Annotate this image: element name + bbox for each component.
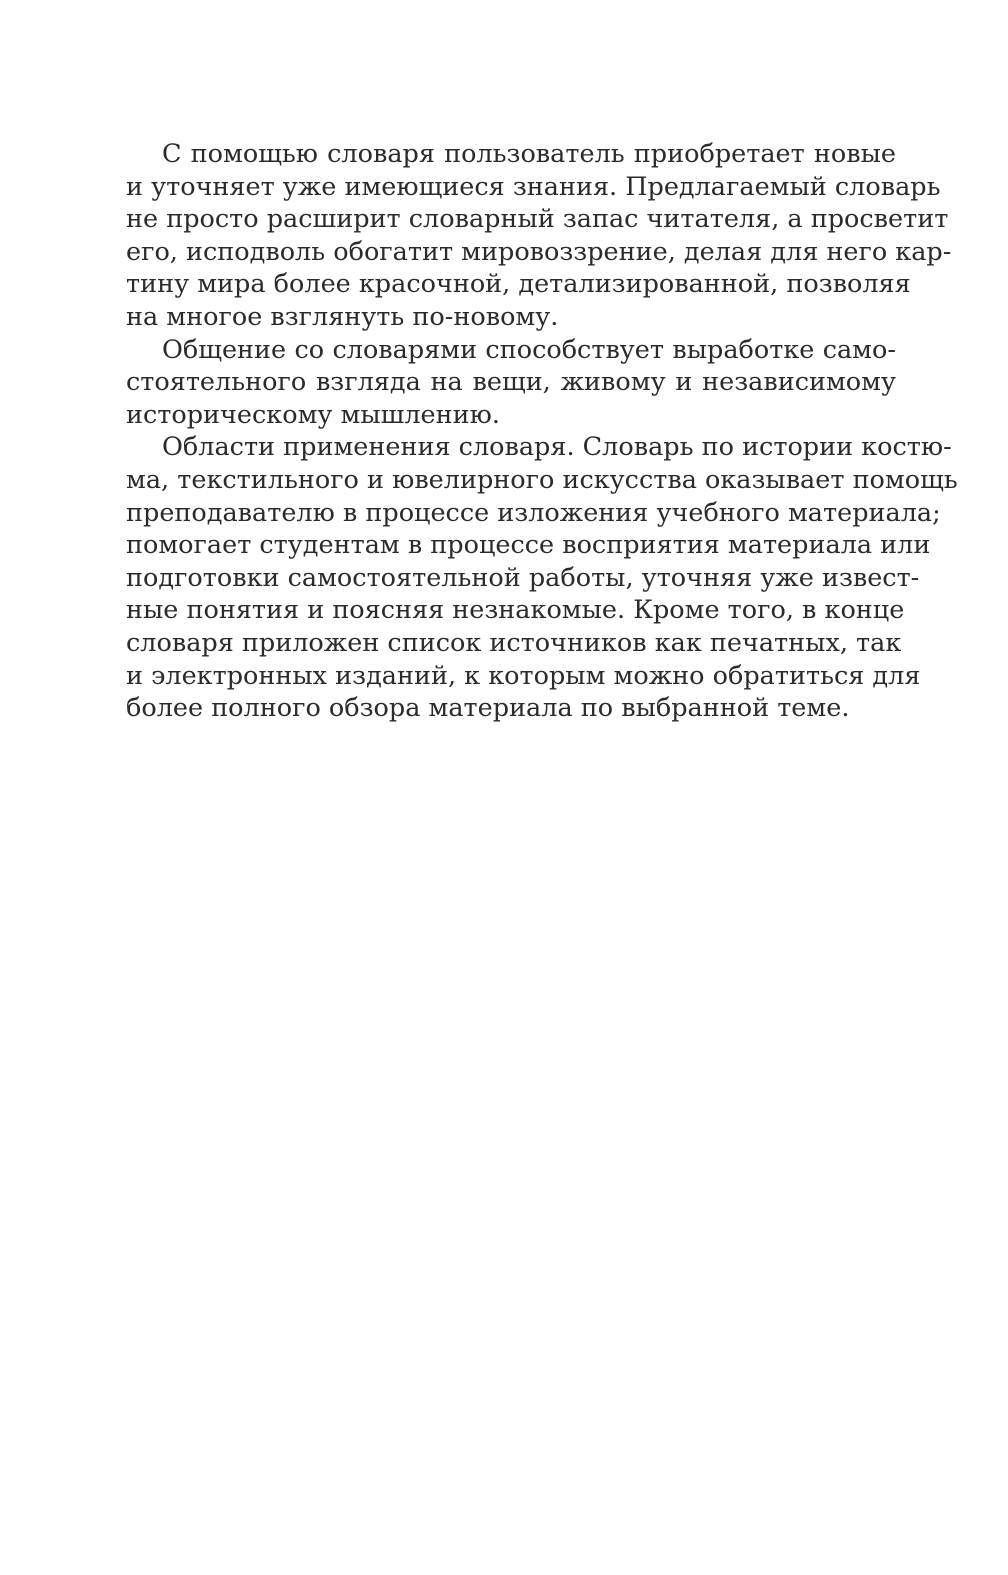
text-line: и электронных изданий, к которым можно обратиться для (126, 660, 921, 691)
text-line: ные понятия и поясняя незнакомые. Кроме того, в конце (126, 595, 905, 626)
body-text (126, 138, 958, 725)
paragraph-dictionary-purpose (126, 138, 952, 334)
text-line: более полного обзора материала по выбранной теме. (126, 693, 850, 724)
text-line: его, исподволь обогатит мировоззрение, делая для него кар- (126, 236, 952, 267)
text-line: стоятельного взгляда на вещи, живому и независимому (126, 367, 896, 398)
text-line: на многое взглянуть по-новому. (126, 301, 559, 332)
paragraph-dictionary-applications (126, 431, 958, 724)
text-line: не просто расширит словарный запас читателя, а просветит (126, 204, 949, 235)
paragraph-dictionary-benefits (126, 334, 896, 432)
text-line: ма, текстильного и ювелирного искусства оказывает помощь (126, 464, 958, 495)
text-line: преподавателю в процессе изложения учебного материала; (126, 497, 941, 528)
text-line: помогает студентам в процессе восприятия материала или (126, 530, 931, 561)
text-line: подготовки самостоятельной работы, уточняя уже извест- (126, 562, 920, 593)
text-line: тину мира более красочной, детализированной, позволяя (126, 269, 911, 300)
text-line: С помощью словаря пользователь приобретает новые (162, 139, 896, 169)
text-line: и уточняет уже имеющиеся знания. Предлагаемый словарь (126, 171, 941, 202)
text-line: словаря приложен список источников как печатных, так (126, 627, 902, 658)
text-line: историческому мышлению. (126, 399, 500, 430)
text-line: Общение со словарями способствует выработке само- (162, 334, 896, 365)
text-line: Области применения словаря. Словарь по истории костю- (162, 432, 952, 463)
